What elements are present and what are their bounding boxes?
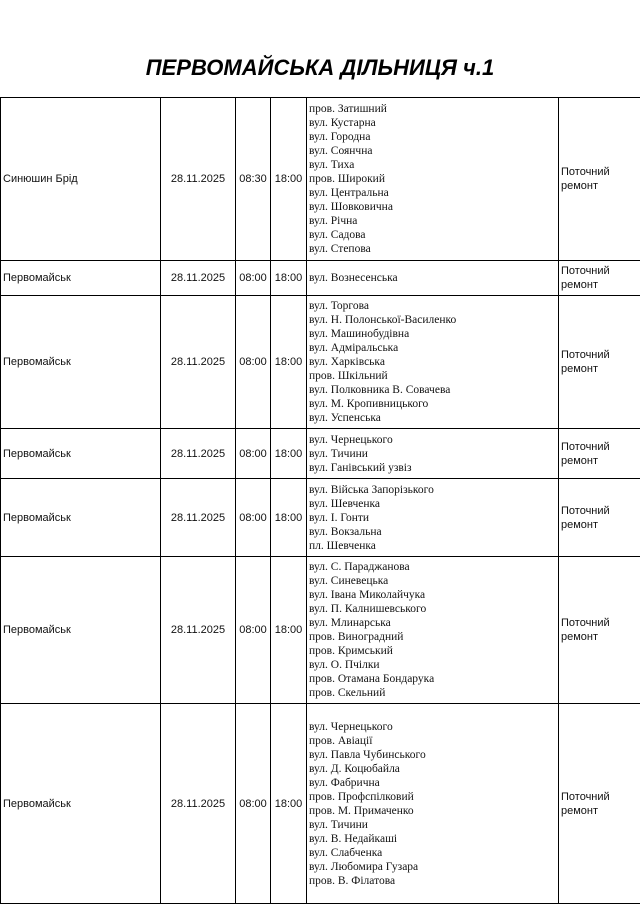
street-item: вул. Торгова <box>309 299 556 313</box>
table-row <box>1 98 640 261</box>
outage-schedule-table <box>0 97 640 904</box>
work-type-cell: Поточний ремонт <box>559 261 640 296</box>
date-cell: 28.11.2025 <box>161 704 236 904</box>
streets-cell <box>307 704 559 904</box>
street-item: вул. С. Параджанова <box>309 560 556 574</box>
settlement-cell: Первомайськ <box>1 479 161 557</box>
street-item: вул. Вокзальна <box>309 525 556 539</box>
street-item: вул. Павла Чубинського <box>309 748 556 762</box>
start-time-cell: 08:00 <box>236 296 271 429</box>
streets-cell <box>307 479 559 557</box>
street-item: вул. Шевченка <box>309 497 556 511</box>
work-type-cell: Поточний ремонт <box>559 557 640 704</box>
start-time-cell: 08:00 <box>236 429 271 479</box>
start-time-cell: 08:00 <box>236 261 271 296</box>
work-type-cell: Поточний ремонт <box>559 296 640 429</box>
streets-cell <box>307 98 559 261</box>
end-time-cell: 18:00 <box>271 557 307 704</box>
street-item: вул. Соянчна <box>309 144 556 158</box>
table-row <box>1 296 640 429</box>
table-row <box>1 261 640 296</box>
street-item: вул. Центральна <box>309 186 556 200</box>
street-item: вул. Степова <box>309 242 556 256</box>
street-item: вул. Івана Миколайчука <box>309 588 556 602</box>
street-item: вул. Млинарська <box>309 616 556 630</box>
street-item: вул. Війська Запорізького <box>309 483 556 497</box>
street-item: пров. Кримський <box>309 644 556 658</box>
street-item: пл. Шевченка <box>309 539 556 553</box>
street-item: вул. Вознесенська <box>309 271 556 285</box>
street-item: вул. Н. Полонської-Василенко <box>309 313 556 327</box>
settlement-cell: Первомайськ <box>1 429 161 479</box>
streets-cell <box>307 429 559 479</box>
street-item: пров. Отамана Бондарука <box>309 672 556 686</box>
end-time-cell: 18:00 <box>271 479 307 557</box>
street-item: вул. Садова <box>309 228 556 242</box>
settlement-cell: Первомайськ <box>1 296 161 429</box>
street-item: пров. М. Примаченко <box>309 804 556 818</box>
end-time-cell: 18:00 <box>271 296 307 429</box>
street-item: вул. Успенська <box>309 411 556 425</box>
street-item: вул. І. Гонти <box>309 511 556 525</box>
end-time-cell: 18:00 <box>271 98 307 261</box>
date-cell: 28.11.2025 <box>161 98 236 261</box>
date-cell: 28.11.2025 <box>161 261 236 296</box>
date-cell: 28.11.2025 <box>161 479 236 557</box>
street-item: вул. Д. Коцюбайла <box>309 762 556 776</box>
work-type-cell: Поточний ремонт <box>559 429 640 479</box>
street-item: пров. Шкільний <box>309 369 556 383</box>
end-time-cell: 18:00 <box>271 704 307 904</box>
start-time-cell: 08:00 <box>236 479 271 557</box>
work-type-cell: Поточний ремонт <box>559 479 640 557</box>
street-item: вул. Тичини <box>309 818 556 832</box>
start-time-cell: 08:00 <box>236 704 271 904</box>
street-item: вул. Чернецького <box>309 433 556 447</box>
street-item: вул. Ганівський узвіз <box>309 461 556 475</box>
street-item: вул. Адміральська <box>309 341 556 355</box>
street-item: вул. Тиха <box>309 158 556 172</box>
street-item: вул. П. Калнишевського <box>309 602 556 616</box>
street-item: вул. М. Кропивницького <box>309 397 556 411</box>
street-item: пров. В. Філатова <box>309 874 556 888</box>
street-item: вул. Харківська <box>309 355 556 369</box>
start-time-cell: 08:00 <box>236 557 271 704</box>
table-row <box>1 429 640 479</box>
start-time-cell: 08:30 <box>236 98 271 261</box>
settlement-cell: Первомайськ <box>1 557 161 704</box>
street-item: пров. Авіації <box>309 734 556 748</box>
street-item: вул. Чернецького <box>309 720 556 734</box>
street-item: вул. Річна <box>309 214 556 228</box>
streets-cell <box>307 261 559 296</box>
street-item: вул. В. Недайкаші <box>309 832 556 846</box>
streets-cell <box>307 296 559 429</box>
street-item: вул. Слабченка <box>309 846 556 860</box>
street-item: вул. Городна <box>309 130 556 144</box>
end-time-cell: 18:00 <box>271 429 307 479</box>
street-item: вул. Синевецька <box>309 574 556 588</box>
street-item: вул. Полковника В. Совачева <box>309 383 556 397</box>
street-item: пров. Профспілковий <box>309 790 556 804</box>
street-item: пров. Виноградний <box>309 630 556 644</box>
settlement-cell: Первомайськ <box>1 704 161 904</box>
street-item: вул. Фабрична <box>309 776 556 790</box>
settlement-cell: Синюшин Брід <box>1 98 161 261</box>
work-type-cell: Поточний ремонт <box>559 98 640 261</box>
table-row <box>1 479 640 557</box>
settlement-cell: Первомайськ <box>1 261 161 296</box>
street-item: пров. Скельний <box>309 686 556 700</box>
date-cell: 28.11.2025 <box>161 429 236 479</box>
table-row <box>1 704 640 904</box>
street-item: вул. Любомира Гузара <box>309 860 556 874</box>
work-type-cell: Поточний ремонт <box>559 704 640 904</box>
page-title: ПЕРВОМАЙСЬКА ДІЛЬНИЦЯ ч.1 <box>0 55 640 81</box>
street-item: вул. Тичини <box>309 447 556 461</box>
date-cell: 28.11.2025 <box>161 557 236 704</box>
streets-cell <box>307 557 559 704</box>
street-item: пров. Затишний <box>309 102 556 116</box>
street-item: вул. Машинобудівна <box>309 327 556 341</box>
street-item: вул. Шовковична <box>309 200 556 214</box>
date-cell: 28.11.2025 <box>161 296 236 429</box>
table-row <box>1 557 640 704</box>
street-item: пров. Широкий <box>309 172 556 186</box>
end-time-cell: 18:00 <box>271 261 307 296</box>
street-item: вул. Кустарна <box>309 116 556 130</box>
street-item: вул. О. Пчілки <box>309 658 556 672</box>
